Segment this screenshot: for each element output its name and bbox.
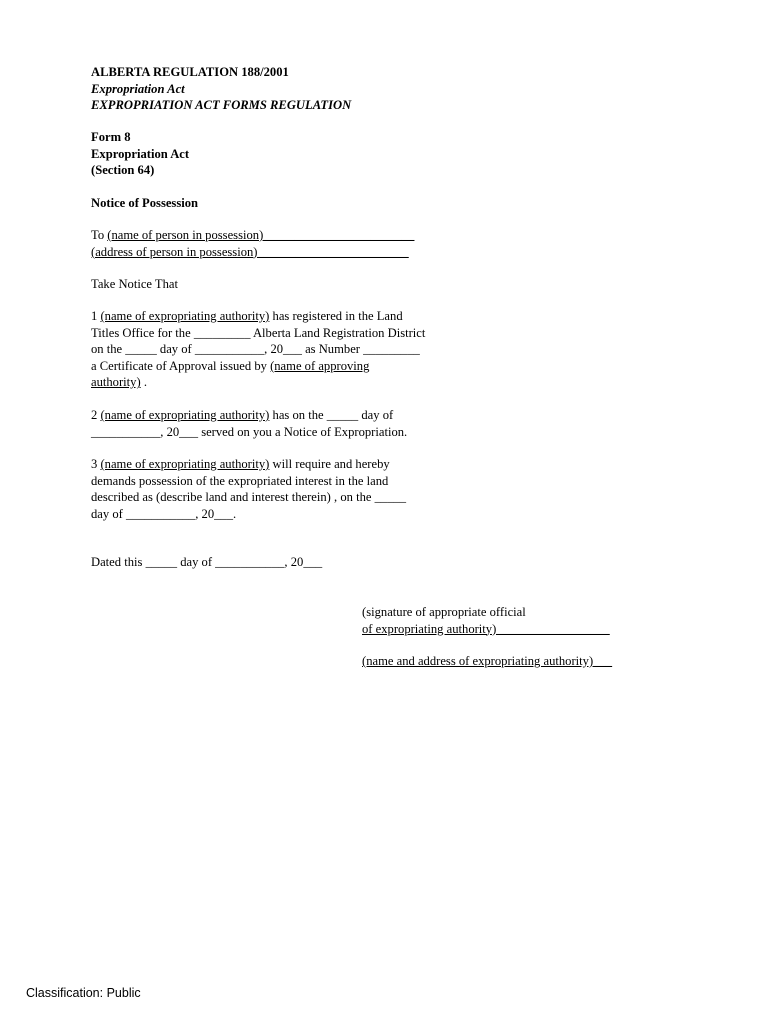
notice-title: Notice of Possession: [91, 196, 199, 210]
regulation-header: [91, 64, 351, 114]
paragraph-2-authority-field: (name of expropriating authority): [100, 408, 270, 422]
paragraph-1-line-4-start: a Certificate of Approval issued by: [91, 358, 271, 373]
paragraph-3-line-4: day of ___________, 20___.: [91, 506, 237, 521]
paragraph-2: [91, 407, 407, 440]
addressee-prefix: To: [91, 228, 108, 242]
paragraph-2-line-1: [91, 407, 407, 424]
paragraph-1-line-5: [91, 374, 425, 391]
approving-authority-field-part-1: (name of approving: [270, 358, 370, 373]
dated-block: [91, 554, 322, 571]
paragraph-1: [91, 308, 425, 391]
paragraph-1-number: 1: [91, 309, 101, 323]
paragraph-2-line-2: ___________, 20___ served on you a Notice of Expropriation.: [91, 424, 408, 439]
paragraph-2-number: 2: [91, 408, 101, 422]
paragraph-1-line-2: Titles Office for the _________ Alberta Land Registration District: [91, 325, 426, 340]
paragraph-3-line-3: described as (describe land and interest therein) , on the _____: [91, 490, 407, 505]
notice-title-block: [91, 195, 198, 212]
paragraph-1-line-3: on the _____ day of ___________, 20___ as Number _________: [91, 342, 420, 357]
form-act: Expropriation Act: [91, 146, 190, 161]
paragraph-3-line-1-rest: will require and hereby: [269, 457, 390, 471]
addressee-address-field: (address of person in possession)________________________: [91, 244, 409, 259]
paragraph-1-line-5-end: .: [140, 375, 147, 390]
paragraph-1-line-4: [91, 358, 425, 375]
paragraph-2-line-1-rest: has on the _____ day of: [269, 408, 394, 422]
paragraph-1-line-1-rest: has registered in the Land: [269, 309, 403, 323]
take-notice-block: [91, 276, 178, 293]
addressee-name-field: (name of person in possession)________________________: [107, 228, 415, 242]
form-identification: [91, 129, 189, 179]
authority-name-address-block: [362, 653, 612, 670]
addressee-block: [91, 227, 414, 260]
addressee-name-line: [91, 227, 414, 244]
paragraph-1-authority-field: (name of expropriating authority): [100, 309, 270, 323]
form-number: Form 8: [91, 130, 131, 144]
regulation-number: ALBERTA REGULATION 188/2001: [91, 65, 289, 79]
paragraph-3-authority-field: (name of expropriating authority): [100, 457, 270, 471]
approving-authority-field-part-2: authority): [91, 375, 141, 390]
paragraph-3-line-1: [91, 456, 406, 473]
authority-name-address-field: (name and address of expropriating authority)___: [362, 654, 613, 668]
take-notice-text: Take Notice That: [91, 277, 179, 291]
act-name: Expropriation Act: [91, 81, 185, 96]
signature-block: [362, 604, 610, 637]
classification-label: Classification: Public: [26, 986, 141, 1000]
forms-regulation-title: EXPROPRIATION ACT FORMS REGULATION: [91, 98, 352, 113]
paragraph-3-line-2: demands possession of the expropriated interest in the land: [91, 473, 389, 488]
dated-line: Dated this _____ day of ___________, 20___: [91, 555, 323, 569]
paragraph-1-line-1: [91, 308, 425, 325]
paragraph-3: [91, 456, 406, 522]
signature-line-2-field: of expropriating authority)__________________: [362, 621, 610, 636]
signature-line-1: (signature of appropriate official: [362, 605, 526, 619]
paragraph-3-number: 3: [91, 457, 101, 471]
form-section: (Section 64): [91, 163, 155, 178]
